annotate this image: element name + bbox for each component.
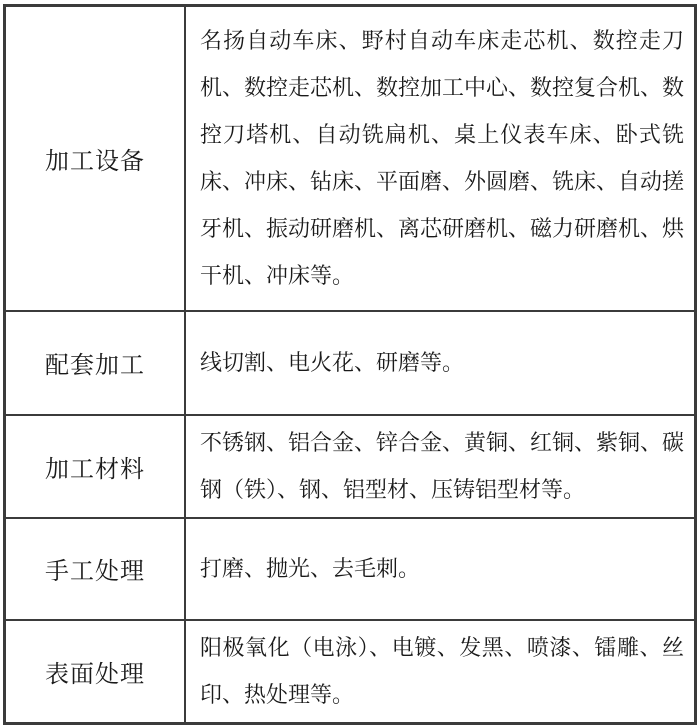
table-row-processing-materials	[5, 415, 696, 518]
row-label-supporting-processing: 配套加工	[5, 311, 186, 415]
row-label-processing-equipment: 加工设备	[5, 6, 186, 311]
row-content-supporting-processing: 线切割、电火花、研磨等。	[185, 311, 696, 415]
table-row-surface-treatment	[5, 620, 696, 724]
row-content-manual-processing: 打磨、抛光、去毛刺。	[185, 518, 696, 620]
capability-spec-table	[3, 4, 697, 725]
table-row-supporting-processing	[5, 311, 696, 415]
row-content-processing-materials: 不锈钢、铝合金、锌合金、黄铜、红铜、紫铜、碳钢（铁）、钢、铝型材、压铸铝型材等。	[185, 415, 696, 518]
row-label-surface-treatment: 表面处理	[5, 620, 186, 724]
row-content-processing-equipment: 名扬自动车床、野村自动车床走芯机、数控走刀机、数控走芯机、数控加工中心、数控复合机、数控刀塔机、自动铣扁机、桌上仪表车床、卧式铣床、冲床、钻床、平面磨、外圆磨、铣床、自动搓牙机、振动研磨机、离芯研磨机、磁力研磨机、烘干机、冲床等。	[185, 6, 696, 311]
row-label-manual-processing: 手工处理	[5, 518, 186, 620]
row-content-surface-treatment: 阳极氧化（电泳）、电镀、发黑、喷漆、镭雕、丝印、热处理等。	[185, 620, 696, 724]
table-row-processing-equipment	[5, 6, 696, 311]
table-row-manual-processing	[5, 518, 696, 620]
row-label-processing-materials: 加工材料	[5, 415, 186, 518]
